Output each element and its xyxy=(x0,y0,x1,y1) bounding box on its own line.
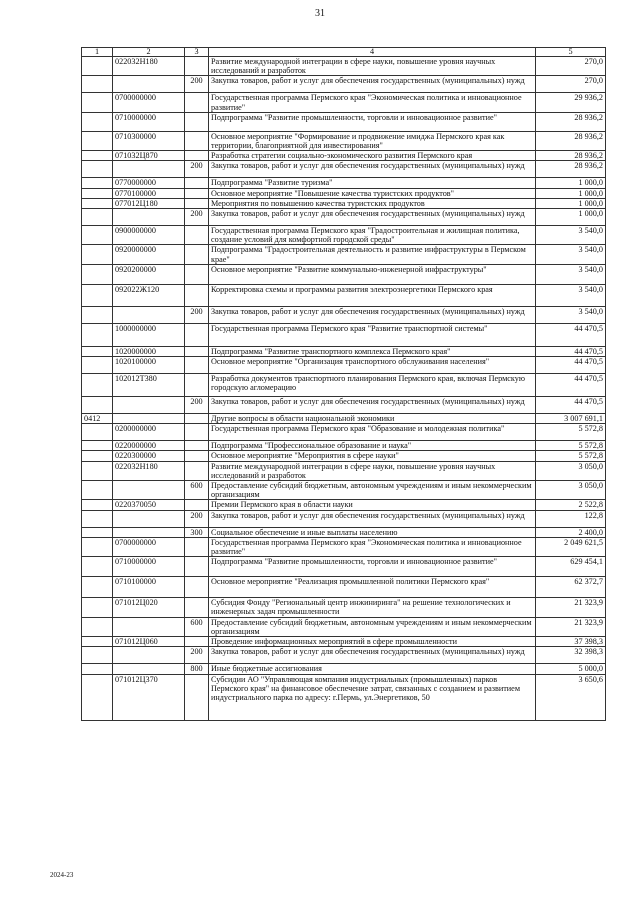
cell-c4: Основное мероприятие "Формирование и продвижение имиджа Пермского края как территории, благоприятной для инвестирования" xyxy=(209,131,536,150)
cell-c2 xyxy=(113,647,185,664)
cell-c1 xyxy=(82,557,113,577)
cell-c5: 21 323,9 xyxy=(536,598,606,617)
cell-c5: 1 000,0 xyxy=(536,209,606,226)
cell-c4: Социальное обеспечение и иные выплаты населению xyxy=(209,527,536,537)
cell-c4: Предоставление субсидий бюджетным, автономным учреждениям и иным некоммерческим организациям xyxy=(209,481,536,500)
cell-c3 xyxy=(185,264,209,284)
cell-c5: 3 540,0 xyxy=(536,284,606,306)
cell-c5: 44 470,5 xyxy=(536,397,606,414)
cell-c1 xyxy=(82,284,113,306)
cell-c2: 071012Ц060 xyxy=(113,637,185,647)
page-number: 31 xyxy=(315,8,325,19)
cell-c5: 2 522,8 xyxy=(536,500,606,510)
table-row xyxy=(82,414,606,424)
cell-c3 xyxy=(185,637,209,647)
cell-c1 xyxy=(82,461,113,480)
cell-c4: Основное мероприятие "Мероприятия в сфере науки" xyxy=(209,451,536,461)
cell-c5: 3 007 691,1 xyxy=(536,414,606,424)
cell-c1 xyxy=(82,161,113,178)
cell-c3: 800 xyxy=(185,664,209,674)
cell-c1: 0412 xyxy=(82,414,113,424)
table-row xyxy=(82,617,606,636)
cell-c5: 28 936,2 xyxy=(536,112,606,131)
cell-c4: Развитие международной интеграции в сфере науки, повышение уровня научных исследований и разработок xyxy=(209,57,536,76)
table-row xyxy=(82,346,606,356)
table-row xyxy=(82,527,606,537)
cell-c4: Закупка товаров, работ и услуг для обеспечения государственных (муниципальных) нужд xyxy=(209,397,536,414)
cell-c3 xyxy=(185,188,209,198)
table-row xyxy=(82,481,606,500)
cell-c1 xyxy=(82,178,113,188)
cell-c2: 0220000000 xyxy=(113,441,185,451)
cell-c3 xyxy=(185,537,209,556)
cell-c2: 0700000000 xyxy=(113,93,185,112)
cell-c4: Подпрограмма "Градостроительная деятельность и развитие инфраструктуры в Пермском крае" xyxy=(209,245,536,264)
cell-c5: 28 936,2 xyxy=(536,131,606,150)
table-row xyxy=(82,306,606,323)
table-row xyxy=(82,647,606,664)
cell-c3 xyxy=(185,131,209,150)
cell-c5: 270,0 xyxy=(536,76,606,93)
cell-c4: Предоставление субсидий бюджетным, автономным учреждениям и иным некоммерческим организациям xyxy=(209,617,536,636)
cell-c2 xyxy=(113,306,185,323)
cell-c3 xyxy=(185,112,209,131)
cell-c2: 022032Н180 xyxy=(113,57,185,76)
cell-c5: 28 936,2 xyxy=(536,151,606,161)
cell-c4: Государственная программа Пермского края "Градостроительная и жилищная политика, создание условий для комфортной городской среды" xyxy=(209,226,536,245)
cell-c3 xyxy=(185,151,209,161)
table-row xyxy=(82,397,606,414)
cell-c4: Основное мероприятие "Организация транспортного обслуживания населения" xyxy=(209,357,536,374)
cell-c5: 21 323,9 xyxy=(536,617,606,636)
cell-c4: Закупка товаров, работ и услуг для обеспечения государственных (муниципальных) нужд xyxy=(209,76,536,93)
cell-c4: Разработка документов транспортного планирования Пермского края, включая Пермскую городскую агломерацию xyxy=(209,374,536,397)
cell-c1 xyxy=(82,647,113,664)
cell-c5: 1 000,0 xyxy=(536,188,606,198)
table-row xyxy=(82,161,606,178)
table-row xyxy=(82,357,606,374)
cell-c1 xyxy=(82,598,113,617)
cell-c2 xyxy=(113,664,185,674)
cell-c5: 3 050,0 xyxy=(536,461,606,480)
cell-c3 xyxy=(185,357,209,374)
cell-c1 xyxy=(82,664,113,674)
cell-c3 xyxy=(185,557,209,577)
table-row xyxy=(82,674,606,720)
cell-c5: 44 470,5 xyxy=(536,357,606,374)
footer-code: 2024-23 xyxy=(50,871,74,879)
cell-c4: Проведение информационных мероприятий в сфере промышленности xyxy=(209,637,536,647)
cell-c2: 0710300000 xyxy=(113,131,185,150)
cell-c4: Закупка товаров, работ и услуг для обеспечения государственных (муниципальных) нужд xyxy=(209,209,536,226)
cell-c5: 32 398,3 xyxy=(536,647,606,664)
table-row xyxy=(82,598,606,617)
header-row xyxy=(82,48,606,57)
cell-c5: 37 398,3 xyxy=(536,637,606,647)
cell-c1 xyxy=(82,264,113,284)
cell-c5: 5 572,8 xyxy=(536,424,606,441)
cell-c1 xyxy=(82,510,113,527)
cell-c2: 0700000000 xyxy=(113,537,185,556)
table-row xyxy=(82,510,606,527)
cell-c2: 071012Ц370 xyxy=(113,674,185,720)
table-row xyxy=(82,664,606,674)
cell-c1 xyxy=(82,323,113,346)
table-row xyxy=(82,93,606,112)
cell-c1 xyxy=(82,198,113,208)
cell-c4: Субсидии АО "Управляющая компания индустриальных (промышленных) парков Пермского края" на финансовое обеспечение затрат, связанных с созданием и развитием индустриального парка по адресу: г.Пермь, ул.Энергетиков, 50 xyxy=(209,674,536,720)
cell-c3: 200 xyxy=(185,209,209,226)
column-header: 3 xyxy=(185,48,209,57)
table-row xyxy=(82,500,606,510)
cell-c1 xyxy=(82,57,113,76)
cell-c4: Подпрограмма "Развитие транспортного комплекса Пермского края" xyxy=(209,346,536,356)
cell-c3 xyxy=(185,226,209,245)
column-header: 1 xyxy=(82,48,113,57)
cell-c2 xyxy=(113,76,185,93)
column-header: 2 xyxy=(113,48,185,57)
cell-c5: 5 000,0 xyxy=(536,664,606,674)
cell-c3: 200 xyxy=(185,647,209,664)
cell-c3 xyxy=(185,245,209,264)
cell-c5: 62 372,7 xyxy=(536,577,606,598)
table-row xyxy=(82,284,606,306)
cell-c2 xyxy=(113,617,185,636)
cell-c2 xyxy=(113,209,185,226)
cell-c1 xyxy=(82,93,113,112)
cell-c5: 629 454,1 xyxy=(536,557,606,577)
cell-c2: 022032Н180 xyxy=(113,461,185,480)
cell-c3 xyxy=(185,93,209,112)
cell-c1 xyxy=(82,209,113,226)
cell-c2: 077012Ц180 xyxy=(113,198,185,208)
table-row xyxy=(82,57,606,76)
cell-c5: 3 540,0 xyxy=(536,306,606,323)
table-row xyxy=(82,424,606,441)
cell-c4: Закупка товаров, работ и услуг для обеспечения государственных (муниципальных) нужд xyxy=(209,510,536,527)
cell-c3: 200 xyxy=(185,510,209,527)
cell-c5: 1 000,0 xyxy=(536,198,606,208)
cell-c3: 200 xyxy=(185,161,209,178)
cell-c1 xyxy=(82,226,113,245)
cell-c2: 1000000000 xyxy=(113,323,185,346)
cell-c2: 071032Ц870 xyxy=(113,151,185,161)
cell-c2: 0770000000 xyxy=(113,178,185,188)
cell-c2: 071012Ц020 xyxy=(113,598,185,617)
budget-table xyxy=(81,47,606,721)
table-row xyxy=(82,637,606,647)
cell-c3 xyxy=(185,178,209,188)
table-row xyxy=(82,264,606,284)
column-header: 4 xyxy=(209,48,536,57)
cell-c4: Основное мероприятие "Развитие коммунально-инженерной инфраструктуры" xyxy=(209,264,536,284)
cell-c3 xyxy=(185,461,209,480)
cell-c4: Иные бюджетные ассигнования xyxy=(209,664,536,674)
cell-c4: Другие вопросы в области национальной экономики xyxy=(209,414,536,424)
cell-c2: 0920000000 xyxy=(113,245,185,264)
cell-c5: 3 540,0 xyxy=(536,264,606,284)
cell-c3 xyxy=(185,346,209,356)
cell-c3: 200 xyxy=(185,76,209,93)
cell-c1 xyxy=(82,527,113,537)
cell-c2 xyxy=(113,397,185,414)
table-row xyxy=(82,461,606,480)
cell-c2: 102012Т380 xyxy=(113,374,185,397)
cell-c3 xyxy=(185,374,209,397)
cell-c2: 0200000000 xyxy=(113,424,185,441)
table-row xyxy=(82,188,606,198)
cell-c2 xyxy=(113,510,185,527)
cell-c3 xyxy=(185,323,209,346)
cell-c4: Закупка товаров, работ и услуг для обеспечения государственных (муниципальных) нужд xyxy=(209,306,536,323)
table-row xyxy=(82,198,606,208)
cell-c1 xyxy=(82,357,113,374)
cell-c2: 0220370050 xyxy=(113,500,185,510)
table-row xyxy=(82,178,606,188)
cell-c3: 200 xyxy=(185,306,209,323)
table-row xyxy=(82,374,606,397)
cell-c3: 600 xyxy=(185,481,209,500)
table-row xyxy=(82,245,606,264)
cell-c1 xyxy=(82,346,113,356)
cell-c5: 3 050,0 xyxy=(536,481,606,500)
cell-c5: 3 540,0 xyxy=(536,226,606,245)
cell-c3 xyxy=(185,424,209,441)
cell-c1 xyxy=(82,131,113,150)
cell-c1 xyxy=(82,674,113,720)
cell-c3 xyxy=(185,198,209,208)
cell-c5: 5 572,8 xyxy=(536,451,606,461)
cell-c1 xyxy=(82,424,113,441)
cell-c3 xyxy=(185,598,209,617)
cell-c1 xyxy=(82,112,113,131)
cell-c2: 0770100000 xyxy=(113,188,185,198)
cell-c4: Премии Пермского края в области науки xyxy=(209,500,536,510)
cell-c1 xyxy=(82,577,113,598)
cell-c1 xyxy=(82,76,113,93)
cell-c2 xyxy=(113,481,185,500)
cell-c4: Развитие международной интеграции в сфере науки, повышение уровня научных исследований и разработок xyxy=(209,461,536,480)
cell-c3 xyxy=(185,414,209,424)
cell-c4: Подпрограмма "Профессиональное образование и наука" xyxy=(209,441,536,451)
cell-c1 xyxy=(82,397,113,414)
cell-c5: 29 936,2 xyxy=(536,93,606,112)
cell-c1 xyxy=(82,481,113,500)
cell-c1 xyxy=(82,617,113,636)
cell-c1 xyxy=(82,637,113,647)
cell-c3: 300 xyxy=(185,527,209,537)
cell-c3 xyxy=(185,500,209,510)
cell-c2 xyxy=(113,527,185,537)
cell-c2: 092022Ж120 xyxy=(113,284,185,306)
cell-c2: 0710000000 xyxy=(113,557,185,577)
cell-c1 xyxy=(82,537,113,556)
cell-c3 xyxy=(185,451,209,461)
cell-c4: Основное мероприятие "Реализация промышленной политики Пермского края" xyxy=(209,577,536,598)
cell-c1 xyxy=(82,151,113,161)
cell-c1 xyxy=(82,245,113,264)
cell-c4: Закупка товаров, работ и услуг для обеспечения государственных (муниципальных) нужд xyxy=(209,647,536,664)
cell-c4: Государственная программа Пермского края "Экономическая политика и инновационное развитие" xyxy=(209,537,536,556)
cell-c3 xyxy=(185,674,209,720)
cell-c2: 1020000000 xyxy=(113,346,185,356)
cell-c5: 3 540,0 xyxy=(536,245,606,264)
cell-c1 xyxy=(82,500,113,510)
cell-c5: 28 936,2 xyxy=(536,161,606,178)
cell-c2: 0220300000 xyxy=(113,451,185,461)
cell-c4: Подпрограмма "Развитие туризма" xyxy=(209,178,536,188)
cell-c4: Корректировка схемы и программы развития электроэнергетики Пермского края xyxy=(209,284,536,306)
cell-c5: 44 470,5 xyxy=(536,374,606,397)
cell-c4: Государственная программа Пермского края "Развитие транспортной системы" xyxy=(209,323,536,346)
cell-c4: Основное мероприятие "Повышение качества туристских продуктов" xyxy=(209,188,536,198)
cell-c5: 5 572,8 xyxy=(536,441,606,451)
table-row xyxy=(82,557,606,577)
cell-c2 xyxy=(113,414,185,424)
table-row xyxy=(82,151,606,161)
cell-c3 xyxy=(185,577,209,598)
cell-c4: Государственная программа Пермского края "Образование и молодежная политика" xyxy=(209,424,536,441)
cell-c1 xyxy=(82,306,113,323)
cell-c5: 270,0 xyxy=(536,57,606,76)
cell-c1 xyxy=(82,374,113,397)
table-row xyxy=(82,131,606,150)
table-row xyxy=(82,76,606,93)
cell-c2: 0710100000 xyxy=(113,577,185,598)
table-row xyxy=(82,451,606,461)
cell-c4: Разработка стратегии социально-экономического развития Пермского края xyxy=(209,151,536,161)
cell-c3: 200 xyxy=(185,397,209,414)
cell-c5: 1 000,0 xyxy=(536,178,606,188)
cell-c2: 0920200000 xyxy=(113,264,185,284)
cell-c4: Мероприятия по повышению качества туристских продуктов xyxy=(209,198,536,208)
cell-c3 xyxy=(185,441,209,451)
cell-c4: Государственная программа Пермского края "Экономическая политика и инновационное развитие" xyxy=(209,93,536,112)
cell-c4: Закупка товаров, работ и услуг для обеспечения государственных (муниципальных) нужд xyxy=(209,161,536,178)
cell-c4: Подпрограмма "Развитие промышленности, торговли и инновационное развитие" xyxy=(209,112,536,131)
cell-c3 xyxy=(185,284,209,306)
table-row xyxy=(82,112,606,131)
cell-c3: 600 xyxy=(185,617,209,636)
cell-c5: 44 470,5 xyxy=(536,323,606,346)
cell-c4: Субсидия Фонду "Региональный центр инжиниринга" на решение технологических и инженерных задач промышленности xyxy=(209,598,536,617)
cell-c5: 2 400,0 xyxy=(536,527,606,537)
cell-c1 xyxy=(82,188,113,198)
cell-c1 xyxy=(82,451,113,461)
cell-c5: 44 470,5 xyxy=(536,346,606,356)
cell-c1 xyxy=(82,441,113,451)
table-row xyxy=(82,577,606,598)
column-header: 5 xyxy=(536,48,606,57)
table-row xyxy=(82,441,606,451)
cell-c2: 0900000000 xyxy=(113,226,185,245)
table-row xyxy=(82,209,606,226)
table-row xyxy=(82,226,606,245)
cell-c5: 2 049 621,5 xyxy=(536,537,606,556)
cell-c2: 0710000000 xyxy=(113,112,185,131)
cell-c4: Подпрограмма "Развитие промышленности, торговли и инновационное развитие" xyxy=(209,557,536,577)
table-row xyxy=(82,323,606,346)
cell-c5: 3 650,6 xyxy=(536,674,606,720)
table-row xyxy=(82,537,606,556)
cell-c5: 122,8 xyxy=(536,510,606,527)
cell-c2 xyxy=(113,161,185,178)
cell-c3 xyxy=(185,57,209,76)
cell-c2: 1020100000 xyxy=(113,357,185,374)
